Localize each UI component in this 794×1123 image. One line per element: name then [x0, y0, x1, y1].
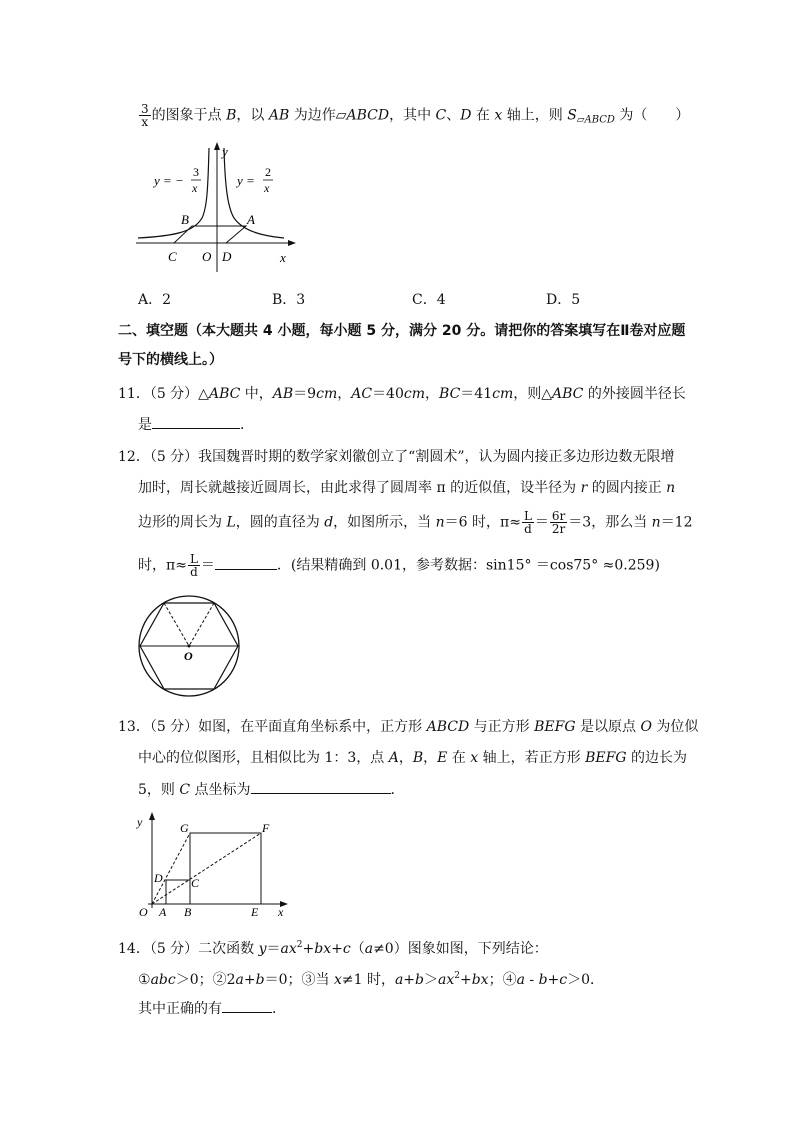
q14-line3: 其中正确的有 ．	[138, 998, 286, 1019]
label-o: O	[139, 905, 148, 919]
radius-2	[189, 603, 214, 646]
q10-fraction: $\frac{3}{x}$	[141, 102, 149, 129]
q10-text: $\frac{3}{x}$ 的图象于点 B，以 AB 为边作▱ABCD，其中 C、D 在 x 轴上，则 $S_{▱ABCD}$ 为（ ）	[141, 102, 690, 129]
q12-line1: 12．（5 分）我国魏晋时期的数学家刘徽创立了“割圆术”，认为圆内接正多边形边数无限增	[118, 449, 675, 465]
q12-line4: 时，π≈ $\frac{L}{d}$ ＝ ．(结果精确到 0.01，参考数据：sin15° ＝cos75° ≈0.259)	[138, 552, 660, 579]
label-b: B	[181, 212, 189, 227]
y-axis-arrow	[214, 142, 220, 150]
q14-answer-blank[interactable]	[222, 998, 272, 1013]
label-c: C	[191, 876, 200, 890]
q14-line1: 14．（5 分）二次函数 $y=ax^2+bx+c(a\ne 0)$图象如图，下列结论：	[118, 940, 548, 957]
q11-answer-blank[interactable]	[152, 414, 240, 429]
label-y: y	[137, 815, 143, 829]
label-x: x	[278, 905, 284, 919]
right-equation: y =	[237, 173, 255, 188]
q13-similar-squares-graph	[134, 808, 294, 923]
fraction-l-over-d: $\frac{L}{d}$	[523, 509, 532, 536]
option-b[interactable]: B．3	[272, 292, 306, 308]
q10-options	[138, 289, 658, 309]
left-eq-den: x	[192, 181, 198, 195]
label-d: D	[154, 871, 163, 885]
left-equation: y = −	[154, 173, 184, 188]
parallelogram-abcd	[174, 226, 246, 243]
option-c[interactable]: C．4	[412, 292, 446, 308]
q13-line2: 中心的位似图形，且相似比为 1：3，点 A，B，E 在 x 轴上，若正方形 BEFG 的边长为	[138, 750, 687, 766]
label-a: A	[159, 905, 167, 919]
dash-o-f	[152, 833, 261, 904]
section-heading-line1: 二、填空题（本大题共 4 小题，每小题 5 分，满分 20 分。请把你的答案填写在Ⅱ卷对应题	[118, 323, 686, 339]
option-a[interactable]: A．2	[138, 292, 172, 308]
q11-line2: 是 ．	[138, 414, 254, 435]
q13-line3: 5，则 C 点坐标为 ．	[138, 779, 405, 800]
label-a: A	[247, 212, 255, 227]
q13-answer-blank[interactable]	[251, 779, 391, 794]
label-b: B	[184, 905, 192, 919]
center-point	[188, 645, 191, 648]
q13-line1: 13．（5 分）如图，在平面直角坐标系中，正方形 ABCD 与正方形 BEFG 是以原点 O 为位似	[118, 719, 699, 735]
label-e: E	[251, 905, 259, 919]
label-o: O	[202, 249, 212, 264]
fraction-l-over-d-2: $\frac{L}{d}$	[189, 552, 198, 579]
q12-line2: 加时，周长就越接近圆周长，由此求得了圆周率 π 的近似值，设半径为 r 的圆内接正 n	[138, 480, 676, 496]
q12-circle-hexagon	[134, 592, 246, 698]
section-heading-line2: 号下的横线上。）	[118, 352, 223, 368]
radius-1	[164, 603, 189, 646]
option-d[interactable]: D．5	[546, 292, 581, 308]
square-befg	[190, 833, 261, 904]
label-g: G	[180, 821, 189, 835]
q14-line2: ①abc＞0；②2a+b＝0；③当 x≠1 时，$a+b>ax^2+bx$；④a - b+c＞0．	[138, 971, 605, 988]
q12-answer-blank[interactable]	[215, 555, 277, 570]
left-eq-num: 3	[193, 165, 199, 179]
label-f: F	[262, 821, 270, 835]
label-c: C	[168, 249, 177, 264]
label-center-o: O	[184, 649, 193, 663]
q11-line1: 11．（5 分）△ABC 中，AB＝9cm，AC＝40cm，BC＝41cm，则△ABC 的外接圆半径长	[118, 386, 686, 402]
right-eq-num: 2	[265, 165, 271, 179]
label-d: D	[222, 249, 232, 264]
dash-o-g	[152, 833, 190, 904]
label-x: x	[280, 250, 286, 265]
q10-hyperbola-graph	[134, 140, 304, 280]
y-axis-arrow	[149, 812, 155, 820]
x-axis-arrow	[288, 240, 296, 246]
left-hyperbola	[138, 148, 209, 238]
label-y: y	[222, 144, 228, 159]
fraction-6r-over-2r: $\frac{6r}{2r}$	[551, 509, 566, 536]
q12-line3: 边形的周长为 L，圆的直径为 d，如图所示，当 n＝6 时，π≈ $\frac{L}{d}$ ＝ $\frac{6r}{2r}$ ＝3，那么当 n＝12	[138, 509, 693, 536]
right-eq-den: x	[264, 181, 270, 195]
